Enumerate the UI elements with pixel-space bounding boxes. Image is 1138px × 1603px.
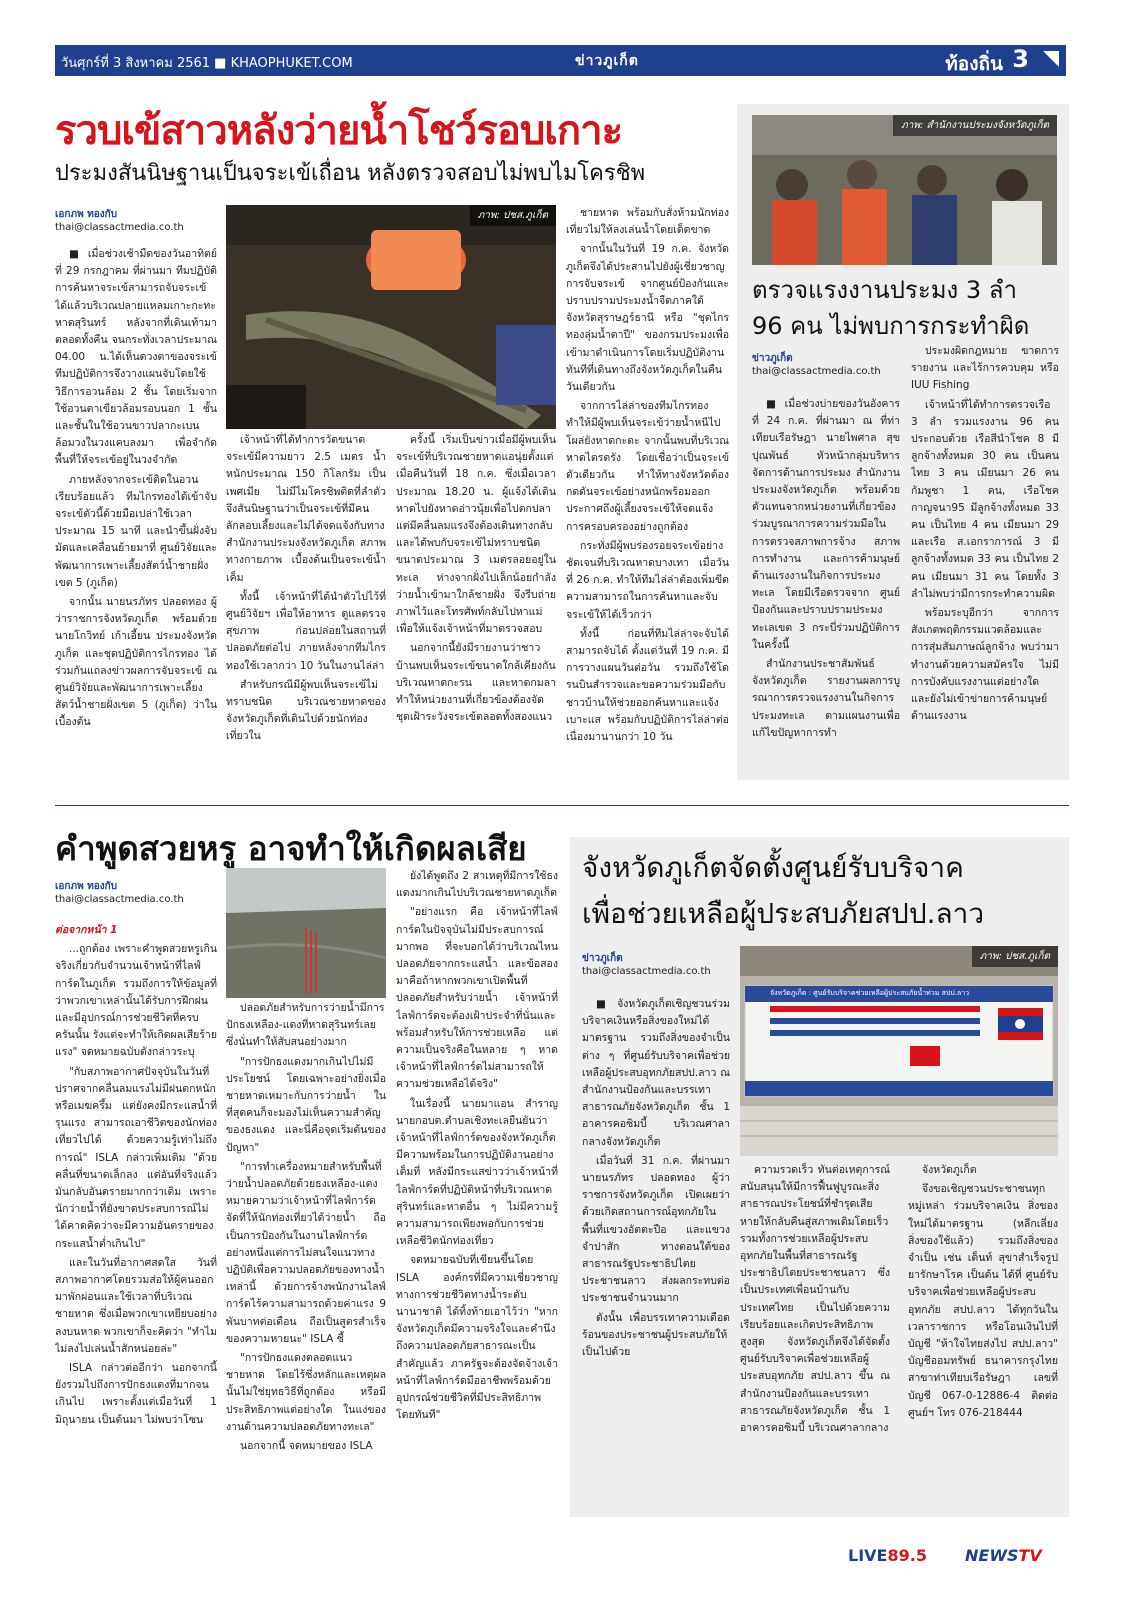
article2-byline [752,352,902,378]
photo-credit: ภาพ: ปชส.ภูเก็ต [972,946,1058,967]
beach-flags-photo [226,868,386,998]
page-header [55,45,1055,76]
article1-paragraph: ชายหาด พร้อมกับสั่งห้ามนักท่องเที่ยวไม่ให้ลงเล่นน้ำโดยเด็ดขาด [566,207,729,237]
article3-paragraph: ...ถูกต้อง เพราะคำพูดสวยหรูเกินจริงเกี่ยวกับจำนวนเจ้าหน้าที่ไลฟ์การ์ดในภูเก็ต รวมถึงการให้ข้อมูลที่ว่าพวกเขาเหล่านั้นได้รับการฝึกฝนและมีอุปกรณ์การช่วยชีวิตที่ครบครันนั้น รังแต่จะทำให้เกิดผลเสียร้ายแรง" จดหมายฉบับดังกล่าวระบุ [55,943,217,1059]
news-label: NEWS [965,1546,1019,1565]
news-tv-logo [965,1546,1042,1565]
byline-author: ข่าวภูเก็ต [752,353,793,364]
article1-paragraph: เจ้าหน้าที่ได้ทำการวัดขนาดจระเข้มีความยาว 2.5 เมตร น้ำหนักประมาณ 150 กิโลกรัม เป็นเพศเมีย ไม่มีไมโครชิพติดที่ลำตัว จึงสันนิษฐานว่าเป็นจระเข้ที่มีคนลักลอบเลี้ยงและไม่ได้จดแจ้งกับทางสำนักงานประมงจังหวัดภูเก็ต สภาพทางกายภาพ เบื้องต้นเป็นจระเข้น้ำเค็ม [226,434,386,584]
page-number: 3 [1012,45,1029,73]
article3-paragraph: "อย่างแรก คือ เจ้าหน้าที่ไลฟ์การ์ดในปัจจุบันไม่มีประสบการณ์มากพอ ที่จะบอกได้ว่าบริเวณไหนปลอดภัยจากกระแสน้ำ และข้อสองมาคือถ้าหากพวกเขาเปิดพื้นที่ปลอดภัยสำหรับว่ายน้ำ เจ้าหน้าที่ไลฟ์การ์ดจะต้องเฝ้าประจำที่นั่นและพร้อมสำหรับให้การช่วยเหลือ แต่ความเป็นจริงคือในหลาย ๆ หาด เจ้าหน้าที่ไลฟ์การ์ดไม่สามารถให้ความช่วยเหลือได้จริง" [396,906,558,1091]
article4-paragraph: ดังนั้น เพื่อบรรเทาความเดือดร้อนของประชาชนผู้ประสบภัยให้เป็นไปด้วย [582,1311,730,1359]
article4-column-2 [740,1162,890,1516]
article1-column-3 [396,432,556,781]
article1-column-1 [55,246,217,781]
article2-headline-line1: ตรวจแรงงานประมง 3 ลำ [752,276,1017,304]
crocodile-image [226,205,556,429]
article2-paragraph: เจ้าหน้าที่ได้ทำการตรวจเรือ 3 ลำ รวมแรงงาน 96 คน ประกอบด้วย เรือสีนำโชค 8 มีลูกจ้างทั้งหมด 30 คน เป็นคนไทย 3 คน เมียนมา 26 คน กัมพูชา 1 คน, เรือโชคกาญจนา95 มีลูกจ้างทั้งหมด 33 คน เป็นไทย 4 คน เมียนมา 29 และเรือ ส.เอกราการณ์ 3 มีลูกจ้างทั้งหมด 33 คน เป็นไทย 2 คน เมียนมา 31 คน โดยทั้ง 3 ลำไม่พบว่ามีการกระทำความผิด [911,398,1059,600]
article1-paragraph: สำหรับกรณีมีผู้พบเห็นจระเข้ไม่ทราบชนิด บริเวณชายหาดของจังหวัดภูเก็ตที่เดินไปด้วยนักท่องเที่ยวใน [226,678,386,743]
byline-email: thai@classactmedia.co.th [55,894,184,905]
article2-paragraph: ประมงผิดกฎหมาย ขาดการรายงาน และไร้การควบคุม หรือ IUU Fishing [911,345,1059,392]
crocodile-photo [226,205,556,429]
article3-column-2 [226,1000,386,1516]
article4-paragraph: ความรวดเร็ว ทันต่อเหตุการณ์ สนับสนุนให้มีการฟื้นฟูบูรณะสิ่งสาธารณประโยชน์ที่ชำรุดเสียหายให้กลับคืนสู่สภาพเดิมโดยเร็ว รวมทั้งการช่วยเหลือผู้ประสบอุทกภัยในพื้นที่สาธารณรัฐประชาธิปไตยประชาชนลาว ซึ่งเป็นประเทศเพื่อนบ้านกับประเทศไทย เป็นไปด้วยความเรียบร้อยและเกิดประสิทธิภาพสูงสุด จังหวัดภูเก็ตจึงได้จัดตั้งศูนย์รับบริจาคเพื่อช่วยเหลือผู้ประสบอุทกภัย สปป.ลาว ขึ้น ณ สำนักงานป้องกันและบรรเทาสาธารณภัยจังหวัดภูเก็ต ชั้น 1 อาคารคอซิมบี้ บริเวณศาลากลาง [740,1164,890,1435]
article3-paragraph: ในเรื่องนี้ นายมาแอน สำราญ นายกอบต.ตำบลเชิงทะเลยืนยันว่าเจ้าหน้าที่ไลฟ์การ์ดของจังหวัดภูเก็ตมีความพร้อมในการปฏิบัติงานอย่างเต็มที่ หลังมีกระแสข่าวว่าเจ้าหน้าที่ไลฟ์การ์ดที่ปฏิบัติหน้าที่บริเวณหาดสุรินทร์และหาดอื่น ๆ ไม่มีความรู้ความสามารถเพียงพอกับการช่วยเหลือชีวิตนักท่องเที่ยว [396,1097,558,1248]
article4-paragraph: ■ จังหวัดภูเก็ตเชิญชวนร่วมบริจาคเงินหรือสิ่งของใหม่ได้มาตรฐาน รวมถึงสิ่งของจำเป็นต่าง ๆ ที่ศูนย์รับบริจาคเพื่อช่วยเหลือผู้ประสบอุทกภัยสปป.ลาว ณ สำนักงานป้องกันและบรรเทาสาธารณภัยจังหวัดภูเก็ต ชั้น 1 อาคารคอซิมบี้ บริเวณศาลากลางจังหวัดภูเก็ต [582,998,730,1148]
article4-headline-line2: เพื่อช่วยเหลือผู้ประสบภัยสปป.ลาว [582,897,985,930]
photo-credit: ภาพ: สำนักงานประมงจังหวัดภูเก็ต [893,115,1057,136]
donation-banner-image [740,946,1058,1156]
article4-paragraph: จึงขอเชิญชวนประชาชนทุกหมู่เหล่า ร่วมบริจาคเงิน สิ่งของใหม่ได้มาตรฐาน (หลีกเลี่ยงสิ่งของใช้แล้ว) รวมถึงสิ่งของจำเป็น เช่น เต็นท์ สุขาสำเร็จรูป ยารักษาโรค เป็นต้น ได้ที่ ศูนย์รับบริจาคเพื่อช่วยเหลือผู้ประสบอุทกภัย สปป.ลาว ได้ทุกวันในเวลาราชการ หรือโอนเงินไปที่ บัญชี "ห้าใจไทยส่งไป สปป.ลาว" บัญชีออมทรัพย์ ธนาคารกรุงไทย สาขาท่าเทียบเรือรัษฎา เลขที่บัญชี 067-0-12886-4 ติดต่อศูนย์ฯ โทร 076-218444 [908,1183,1058,1419]
article4-headline-line1: จังหวัดภูเก็ตจัดตั้งศูนย์รับบริจาค [582,851,964,884]
article3-paragraph: "การปักธงแดงตลอดแนวชายหาด โดยไร้ซึ่งหลักและเหตุผลนั้นไม่ใช่ยุทธวิธีที่ถูกต้อง หรือมีประสิทธิภาพแต่อย่างใด ในแง่ของงานด้านความปลอดภัยทางทะเล" [226,1352,386,1433]
article2-column-1 [752,396,900,774]
article1-paragraph: ทั้งนี้ ก่อนที่ทีมไล่ล่าจะจับได้สามารถจับได้ ตั้งแต่วันที่ 19 ก.ค. มีการวางแผนวันต่อวัน รวมถึงใช้โดรนบินสำรวจและขอความร่วมมือกับชาวบ้านให้ช่วยออกค้นหาและแจ้งเบาะแส พร้อมกับปฏิบัติการไล่ล่าต่อเนื่องมานานกว่า 10 วัน [566,627,729,744]
article4-column-1 [582,996,730,1516]
article1-paragraph: นอกจากนี้ยังมีรายงานว่าชาวบ้านพบเห็นจระเข้ขนาดใกล้เคียงกันบริเวณหาดกะรน และหาดกมลา ทำให้หน่วยงานที่เกี่ยวข้องต้องจัดชุดเฝ้าระวังจระเข้ตลอดทั้งสองแนว [396,642,556,724]
article3-paragraph: "กับสภาพอากาศปัจจุบันในวันที่ปราศจากคลื่นลมแรงไม่มีฝนตกหนักหรือเมฆครึ้ม แต่ยังคงมีกระแสน้ำที่รุนแรง สามารถเอาชีวิตของนักท่องเที่ยวไปได้ ด้วยความรู้เท่าไม่ถึงการณ์" ISLA กล่าวเพิ่มเติม "ด้วยคลื่นที่ขนาดเล็กลง แต่อันที่จริงแล้วมันกลับอันตรายมากกว่าเดิม เพราะนักว่ายน้ำที่ยังขาดประสบการณ์ไม่ได้คาดคิดว่าจะมีความอันตรายของกระแสน้ำต่ำเกินไป" [55,1065,217,1250]
article3-headline: คำพูดสวยหรู อาจทำให้เกิดผลเสีย [55,829,527,868]
masthead-logo: ข่าวภูเก็ต [575,53,639,69]
article1-paragraph: ทั้งนี้ เจ้าหน้าที่ได้นำตัวไปไว้ที่ศูนย์วิจัยฯ เพื่อให้อาหาร ดูแลตรวจสุขภาพ ก่อนปล่อยในสถานที่ปลอดภัยต่อไป ภายหลังจากทีมไกรทองใช้เวลากว่า 10 วันในงานไล่ล่า [226,590,386,672]
article3-paragraph: "การทำเครื่องหมายสำหรับพื้นที่ว่ายน้ำปลอดภัยด้วยธงเหลือง-แดง หมายความว่าเจ้าหน้าที่ไลฟ์การ์ดจัดที่ให้นักท่องเที่ยวได้ว่ายน้ำ ถือเป็นการป้องกันในงานไลฟ์การ์ดอย่างหนึ่งแต่การไม่สนใจแนวทางปฏิบัติเพื่อความปลอดภัยของทางน้ำเหล่านี้ ด้วยการจ้างพนักงานไลฟ์การ์ดไร้ความสามารถด้วยค่าแรง 9 พันบาทต่อเดือน ถือเป็นสูตรสำเร็จของความหายนะ" ISLA ชี้ [226,1160,386,1345]
article4-paragraph: เมื่อวันที่ 31 ก.ค. ที่ผ่านมา นายนรภัทร ปลอดทอง ผู้ว่าราชการจังหวัดภูเก็ต เปิดเผยว่า ด้วยเกิดสถานการณ์อุทกภัยในพื้นที่แขวงอัตตะปือ และแขวงจำปาสัก ทางตอนใต้ของสาธารณรัฐประชาธิปไตยประชาชนลาว ส่งผลกระทบต่อประชาชนจำนวนมาก [582,1154,730,1305]
article2-paragraph: พร้อมระบุอีกว่า จากการสังเกตพฤติกรรมแวดล้อมและการสุ่มสัมภาษณ์ลูกจ้าง พบว่ามาทำงานด้วยความสมัครใจ ไม่มีการบังคับแรงงานแต่อย่างใด และยังไม่เข้าข่ายการค้ามนุษย์ด้านแรงงาน [911,607,1059,723]
article1-paragraph: จากนั้นในวันที่ 19 ก.ค. จังหวัดภูเก็ตจึงได้ประสานไปยังผู้เชี่ยวชาญการจับจระเข้ จากศูนย์ป้องกันและปราบปรามประมงน้ำจืดภาคใต้ จังหวัดสุราษฎร์ธานี หรือ "ชุดไกรทองลุ่มน้ำตาปี" ของกรมประมงเพื่อเข้ามาดำเนินการโดยเริ่มปฏิบัติงานทันทีที่เดินทางถึงจังหวัดภูเก็ตในคืนวันเดียวกัน [566,243,729,394]
byline-email: thai@classactmedia.co.th [55,222,184,233]
article4-column-3 [908,1162,1058,1516]
article2-column-2 [911,343,1059,774]
section-name: ท้องถิ่น [945,53,1003,75]
article1-subheadline: ประมงสันนิษฐานเป็นจระเข้เถื่อน หลังตรวจสอบไม่พบไมโครชิพ [55,161,646,186]
article3-paragraph: จดหมายฉบับที่เขียนขึ้นโดย ISLA องค์กรที่มีความเชี่ยวชาญทางการช่วยชีวิตทางน้ำระดับนานาชาติ ได้ทิ้งท้ายเอาไว้ว่า "หากจังหวัดภูเก็ตมีความจริงใจและคำนึงถึงความปลอดภัยสาธารณะเป็นสำคัญแล้ว ภาครัฐจะต้องจัดจ้างเจ้าหน้าที่ไลฟ์การ์ดมืออาชีพพร้อมด้วยอุปกรณ์ช่วยชีวิตที่มีประสิทธิภาพโดยทันที" [396,1254,558,1422]
fishery-inspection-photo [752,115,1057,265]
byline-email: thai@classactmedia.co.th [582,966,711,977]
photo-credit: ภาพ: ปชส.ภูเก็ต [470,205,556,226]
article3-paragraph: และในวันที่อากาศสดใส วันที่สภาพอากาศโดยรวมส่อให้ผู้คนออกมาพักผ่อนและใช้เวลาที่บริเวณชายหาด ซึ่งเมื่อพวกเขาเหยียบอย่างลงบนหาด พวกเขาก็จะคิดว่า "ทำไมไม่ลงไปเล่นน้ำสักหน่อยล่ะ" [55,1256,217,1355]
byline-email: thai@classactmedia.co.th [752,366,881,377]
article3-paragraph: ปลอดภัยสำหรับการว่ายน้ำมีการปักธงเหลือง-แดงที่หาดสุรินทร์เลย ซึ่งนั่นทำให้สับสนอย่างมาก [226,1002,385,1049]
corner-fold-icon [1035,45,1066,76]
article2-paragraph: สำนักงานประชาสัมพันธ์จังหวัดภูเก็ต รายงานผลการบูรณาการตรวจแรงงานในกิจการประมงทะเล ตามแผนงานเพื่อแก้ไขปัญหาการทำ [752,658,900,739]
article1-paragraph: กระทั่งมีผู้พบร่องรอยจระเข้อย่างชัดเจนที่บริเวณหาดบางเทา เมื่อวันที่ 26 ก.ค. ทำให้ทีมไล่ล่าต้องเพิ่มขีดความสามารถในการค้นหาและจับจระเข้ให้ได้เร็วกว่า [566,539,729,621]
live-frequency: 89.5 [887,1546,927,1565]
live-radio-logo [848,1546,927,1565]
article1-column-4 [566,205,729,781]
article1-paragraph: จากนั้น นายนรภัทร ปลอดทอง ผู้ว่าราชการจังหวัดภูเก็ต พร้อมด้วยนายโกวิทย์ เก้าเอี้ยน ประมงจังหวัดภูเก็ต และชุดปฏิบัติการไกรทอง ได้ร่วมกันแถลงข่าวผลการจับจระเข้ ณ ศูนย์วิจัยและพัฒนาการเพาะเลี้ยงสัตว์น้ำชายฝั่งเขต 5 (ภูเก็ต) ว่าในเบื้องต้น [55,596,217,729]
donation-center-photo [740,946,1058,1156]
banner-caption: จังหวัดภูเก็ต : ศูนย์รับบริจาคช่วยเหลือผู้ประสบภัยน้ำท่วม สปป.ลาว [770,989,970,997]
byline-author: ข่าวภูเก็ต [582,953,623,964]
article4-paragraph: จังหวัดภูเก็ต [922,1164,977,1176]
article1-byline [55,208,220,234]
article1-paragraph: ครั้งนี้ เริ่มเป็นข่าวเมื่อมีผู้พบเห็นจระเข้ที่บริเวณชายหาดแอนุ่ยตั้งแต่เมื่อคืนวันที่ 18 ก.ค. ซึ่งเมื่อเวลาประมาณ 18.20 น. ผู้แจ้งได้เดินหาดไปยังหาดอ่าวนุ้ยเพื่อไปตกปลา แต่มีคลื่นลมแรงจึงต้องเดินทางกลับ และได้พบกับจระเข้ไม่ทราบชนิดขนาดประมาณ 3 เมตรลอยอยู่ในทะเล ห่างจากฝั่งไปเล็กน้อยกำลังว่ายน้ำเข้ามาใกล้ชายฝั่ง จึงรีบถ่ายภาพไว้และโทรศัพท์กลับไปหาแม่เพื่อให้แจ้งเจ้าหน้าที่มาตรวจสอบ [396,434,556,636]
byline-author: เอกภพ ทองกับ [55,881,118,892]
article2-paragraph: ■ เมื่อช่วงบ่ายของวันอังคารที่ 24 ก.ค. ที่ผ่านมา ณ ที่ท่าเทียบเรือรัษฎา นายไพศาล สุขปุณพันธ์ หัวหน้ากลุ่มบริหารจัดการด้านการประมง สำนักงานประมงจังหวัดภูเก็ต พร้อมด้วยตัวแทนจากหน่วยงานที่เกี่ยวข้อง ร่วมบูรณาการความร่วมมือในการตรวจสภาพการจ้าง สภาพการทำงาน และการค้ามนุษย์ด้านแรงงานในกิจการประมงทะเล โดยมีเรือตรวจจาก ศูนย์ป้องกันและปราบปรามประมงทะเลเขต 3 กระบี่ร่วมปฏิบัติการในครั้งนี้ [752,398,900,651]
article1-headline: รวบเข้สาวหลังว่ายน้ำโชว์รอบเกาะ [55,108,623,154]
issue-date: วันศุกร์ที่ 3 สิงหาคม 2561 ■ KHAOPHUKET.COM [61,56,353,71]
article3-paragraph: นอกจากนี้ จดหมายของ ISLA [240,1440,373,1453]
article3-paragraph: ISLA กล่าวต่ออีกว่า นอกจากนี้ยังรวมไปถึงการปักธงแดงที่มากจนเกินไป เพราะตั้งแต่เมื่อวันที่ 1 มิถุนายน เป็นต้นมา ไม่พบว่าโซน [55,1362,217,1426]
article3-byline [55,880,220,906]
article3-column-1 [55,922,217,1516]
inspection-image [752,115,1057,265]
tv-label: TV [1018,1546,1042,1565]
article3-paragraph: "การปักธงแดงมากเกินไปไม่มีประโยชน์ โดยเฉพาะอย่างยิ่งเมื่อชายหาดเหมาะกับการว่ายน้ำ ในที่สุดคนก็จะมองไม่เห็นความสำคัญของธงแดง และนี่คือจุดเริ่มต้นของปัญหา" [226,1055,386,1154]
byline-author: เอกภพ ทองกับ [55,209,118,220]
live-label: LIVE [848,1546,888,1565]
section-divider [55,805,1069,806]
article1-paragraph: ภายหลังจากจระเข้ติดในอวนเรียบร้อยแล้ว ทีมไกรทองได้เข้าจับจระเข้ตัวนี้ด้วยมือเปล่าใช้เวลาประมาณ 15 นาที และนำขึ้นฝั่งจับมัดและเคลื่อนย้ายมาที่ ศูนย์วิจัยและพัฒนาการเพาะเลี้ยงสัตว์น้ำชายฝั่งเขต 5 (ภูเก็ต) [55,473,217,589]
article4-byline [582,952,732,978]
article3-paragraph: ยังได้พูดถึง 2 สาเหตุที่มีการใช้ธงแดงมากเกินไปบริเวณชายหาดภูเก็ต [396,870,558,900]
article1-paragraph: ■ เมื่อช่วงเช้ามืดของวันอาทิตย์ที่ 29 กรกฎาคม ที่ผ่านมา ทีมปฏิบัติการค้นหาจระเข้สามารถจับจระเข้ได้แล้วบริเวณปลายแหลมเกาะกะทะ หาดสุรินทร์ หลังจากที่เดินเท้ามาตลอดทั้งคืน จนกระทั่งเวลาประมาณ 04.00 น.ได้เห็นดวงตาของจระเข้ ทีมปฏิบัติการจึงวางแผนจับโดยใช้วิธีการอวนล้อม 2 ชั้น โดยเริ่มจากใช้อวนตาเขียวล้อมรอบนอก 1 ชั้น และชั้นในใช้อวนขาวปลากะเบนล้อมวงในวงแคบลงมา เพื่อจำกัดพื้นที่ให้จระเข้อยู่ในวงจำกัด [55,248,217,467]
beach-image [226,868,386,998]
article2-headline-line2: 96 คน ไม่พบการกระทำผิด [752,312,1030,340]
article1-paragraph: จากการไล่ล่าของทีมไกรทองทำให้มีผู้พบเห็นจระเข้ว่ายน้ำหนีไปโผล่ยังหาดกะตะ จากนั้นพบที่บริเวณหาดไตรตรัง โดยเชื่อว่าเป็นจระเข้ตัวเดียวกัน ทำให้ทางจังหวัดต้องกดดันจระเข้อย่างหนักพร้อมออกประกาศถึงผู้เลี้ยงจระเข้ให้จดแจ้งการครอบครองอย่างถูกต้อง [566,400,729,533]
article1-column-2 [226,432,386,781]
continued-label: ต่อจากหน้า 1 [55,924,118,936]
article3-column-3 [396,868,558,1516]
